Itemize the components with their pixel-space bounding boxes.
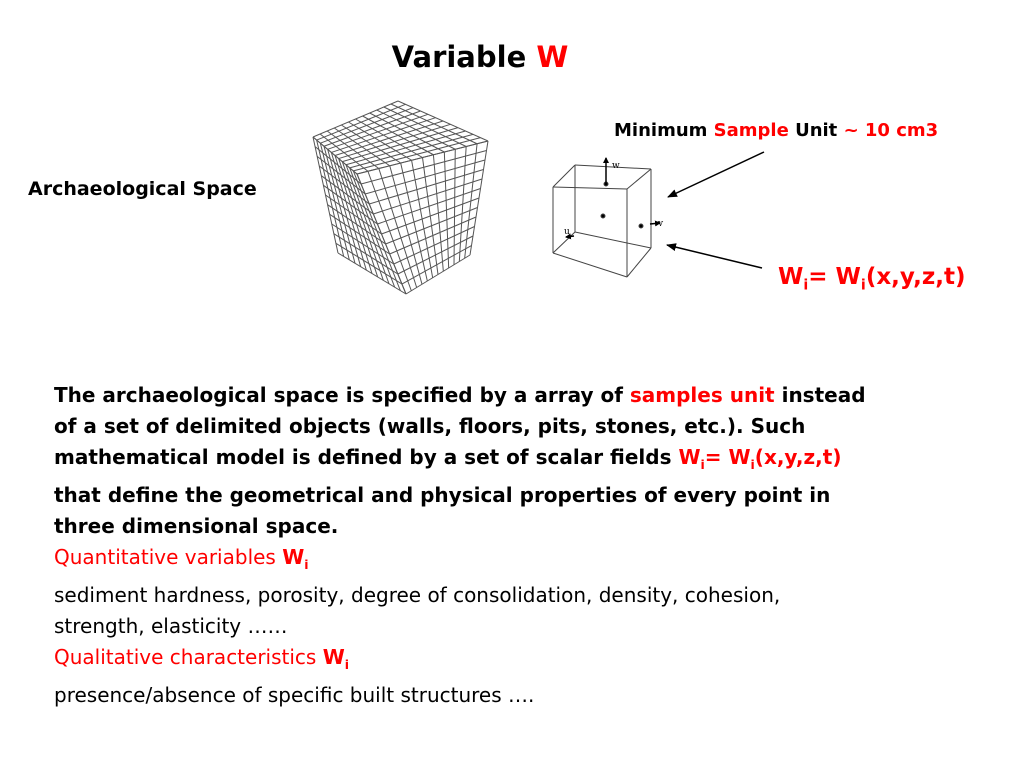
axis-w-label: w <box>612 161 620 171</box>
qualitative-heading <box>54 642 984 680</box>
body-line-1 <box>54 380 984 411</box>
body-formula-w: W <box>678 445 701 469</box>
body-line-3 <box>54 442 984 480</box>
qualitative-list: presence/absence of specific built structures …. <box>54 683 535 707</box>
body-line-1-b: instead <box>774 383 866 407</box>
title-text: Variable <box>391 40 537 74</box>
body-formula-sub-i2: i <box>750 457 755 472</box>
body-formula-sub-i: i <box>700 457 705 472</box>
arrow-from-formula <box>667 245 762 268</box>
qualitative-label: Qualitative characteristics <box>54 645 323 669</box>
unit-sample-cube <box>553 158 660 277</box>
archaeological-space-label: Archaeological Space <box>28 178 257 200</box>
formula-sub-i2: i <box>860 277 866 294</box>
quantitative-label: Quantitative variables <box>54 545 283 569</box>
qualitative-sub-i: i <box>344 657 350 672</box>
samples-unit-highlight: samples unit <box>629 383 775 407</box>
quantitative-heading <box>54 542 984 580</box>
quantitative-list: sediment hardness, porosity, degree of consolidation, density, cohesion, <box>54 583 781 607</box>
body-line-3-a: mathematical model is defined by a set of scalar fields <box>54 445 679 469</box>
body-line-3-formula <box>678 445 842 472</box>
archaeological-space-cube <box>313 101 488 294</box>
formula-w: W <box>778 264 804 290</box>
body-line-4: that define the geometrical and physical properties of every point in <box>54 483 831 507</box>
size-text: ~ 10 cm3 <box>843 120 939 141</box>
body-line-2: of a set of delimited objects (walls, floors, pits, stones, etc.). Such <box>54 414 806 438</box>
body-formula-args: (x,y,z,t) <box>754 445 842 469</box>
sample-text: Sample <box>713 120 789 141</box>
body-line-5: three dimensional space. <box>54 514 339 538</box>
body-formula-eq: = W <box>704 445 751 469</box>
axis-v-label: v <box>658 219 664 229</box>
qualitative-w: W <box>322 645 345 669</box>
formula-equals: = W <box>808 264 861 290</box>
title-variable: W <box>536 40 569 74</box>
formula-sub-i: i <box>803 277 809 294</box>
quantitative-sub-i: i <box>304 557 309 572</box>
arrow-to-unit-cube <box>668 152 764 197</box>
unit-text: Unit <box>788 120 844 141</box>
body-line-1-a: The archaeological space is specified by a array of <box>54 383 630 407</box>
formula-args: (x,y,z,t) <box>865 264 966 290</box>
quantitative-list-2: strength, elasticity …… <box>54 614 288 638</box>
axis-u-label: u <box>564 227 570 237</box>
body-text <box>54 380 984 711</box>
minimum-text: Minimum <box>614 120 714 141</box>
figure-cubes <box>0 0 1024 360</box>
quantitative-w: W <box>282 545 305 569</box>
